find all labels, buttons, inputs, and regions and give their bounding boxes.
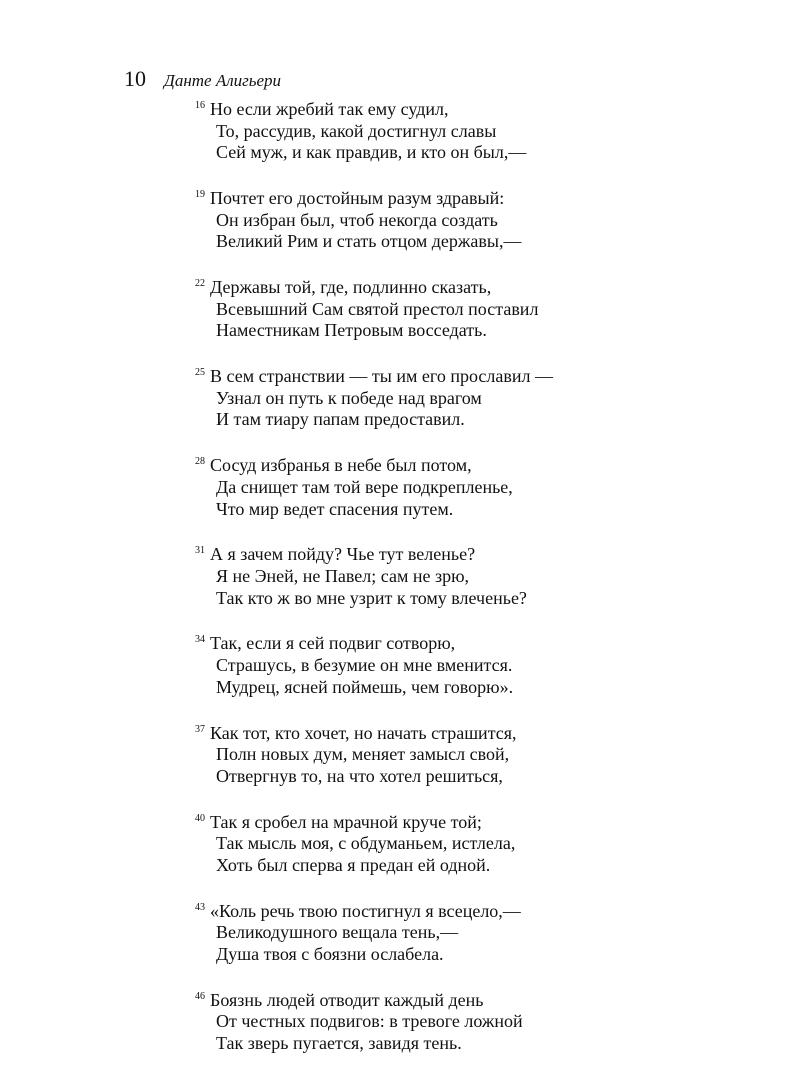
verse-line	[195, 723, 755, 745]
verse-line: Так кто ж во мне узрит к тому влеченье?	[216, 587, 527, 608]
verse-line	[195, 455, 755, 477]
verse-number: 22	[195, 278, 205, 290]
verse-line: Душа твоя с боязни ослабела.	[216, 943, 444, 964]
verse-line: Сей муж, и как правдив, и кто он был,—	[216, 142, 527, 163]
stanza	[195, 99, 755, 164]
verse-line: Да снищет там той вере подкрепленье,	[216, 476, 513, 497]
stanza	[195, 455, 755, 520]
verse-number: 19	[195, 189, 205, 201]
stanza	[195, 812, 755, 877]
verse-line: Страшусь, в безумие он мне вменится.	[216, 655, 513, 676]
page-number: 10	[124, 66, 146, 91]
verse-line	[195, 812, 755, 834]
running-title: Данте Алигьери	[164, 71, 282, 90]
stanza	[195, 277, 755, 342]
verse-line	[195, 277, 755, 299]
verse-line: Я не Эней, не Павел; сам не зрю,	[216, 565, 470, 586]
verse-line	[195, 366, 755, 388]
verse-number: 43	[195, 901, 205, 913]
stanza	[195, 366, 755, 431]
verse-text: Как тот, кто хочет, но начать страшится,	[210, 722, 517, 743]
verse-line: Он избран был, чтоб некогда создать	[216, 209, 498, 230]
verse-line: Что мир ведет спасения путем.	[216, 498, 454, 519]
verse-text: В сем странствии — ты им его прославил —	[210, 366, 553, 387]
verse-number: 37	[195, 723, 205, 735]
verse-number: 31	[195, 545, 205, 557]
verse-line	[195, 633, 755, 655]
verse-line: Отвергнув то, на что хотел решиться,	[216, 765, 503, 786]
verse-text: Боязнь людей отводит каждый день	[210, 989, 484, 1010]
verse-line: И там тиару папам предоставил.	[216, 409, 465, 430]
verse-text: Так я сробел на мрачной круче той;	[210, 811, 482, 832]
verse-number: 34	[195, 634, 205, 646]
stanza	[195, 990, 755, 1055]
verse-line: Мудрец, ясней поймешь, чем говорю».	[216, 676, 514, 697]
verse-line: Наместникам Петровым восседать.	[216, 320, 487, 341]
stanza	[195, 188, 755, 253]
verse-line	[195, 990, 755, 1012]
stanza	[195, 901, 755, 966]
verse-line: Великодушного вещала тень,—	[216, 922, 459, 943]
verse-text: А я зачем пойду? Чье тут веленье?	[210, 544, 476, 565]
verse-number: 16	[195, 100, 205, 111]
verse-line	[195, 99, 755, 121]
verse-line: Полн новых дум, меняет замысл свой,	[216, 744, 510, 765]
verse-text: «Коль речь твою постигнул я всецело,—	[210, 900, 521, 921]
verse-line	[195, 188, 755, 210]
verse-text: Почтет его достойным разум здравый:	[210, 188, 505, 209]
verse-line: Великий Рим и стать отцом державы,—	[216, 231, 522, 252]
verse-line: Узнал он путь к победе над врагом	[216, 387, 482, 408]
stanza	[195, 633, 755, 698]
verse-line: От честных подвигов: в тревоге ложной	[216, 1011, 523, 1032]
poem-body	[195, 99, 755, 1079]
verse-text: Державы той, где, подлинно сказать,	[210, 277, 492, 298]
verse-text: Так, если я сей подвиг сотворю,	[210, 633, 456, 654]
verse-number: 28	[195, 456, 205, 468]
verse-number: 40	[195, 812, 205, 824]
verse-text: Но если жребий так ему судил,	[210, 99, 449, 119]
stanza	[195, 723, 755, 788]
verse-text: Сосуд избранья в небе был потом,	[210, 455, 472, 476]
verse-line: То, рассудив, какой достигнул славы	[216, 120, 497, 141]
verse-number: 25	[195, 367, 205, 379]
verse-line	[195, 544, 755, 566]
page-header	[124, 66, 281, 94]
verse-line: Хоть был сперва я предан ей одной.	[216, 854, 491, 875]
verse-line: Так зверь пугается, завидя тень.	[216, 1032, 462, 1053]
stanza	[195, 544, 755, 609]
verse-line: Всевышний Сам святой престол поставил	[216, 298, 539, 319]
verse-line: Так мысль моя, с обдуманьем, истлела,	[216, 833, 516, 854]
verse-line	[195, 901, 755, 923]
verse-number: 46	[195, 990, 205, 1002]
